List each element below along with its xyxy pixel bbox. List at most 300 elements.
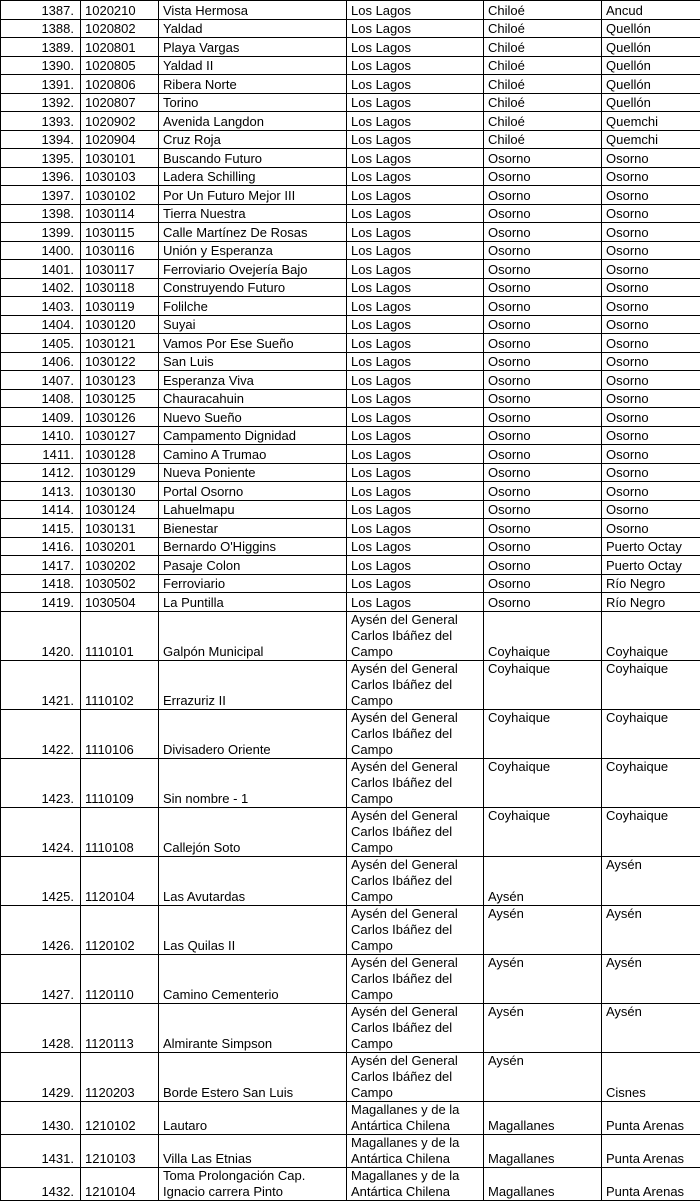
province-cell: Magallanes	[484, 1101, 602, 1134]
settlement-name-cell: Divisadero Oriente	[159, 709, 347, 758]
code-cell: 1030123	[81, 371, 159, 390]
commune-cell: Puerto Octay	[602, 556, 700, 575]
code-cell: 1020902	[81, 112, 159, 131]
row-number-cell: 1408.	[1, 389, 81, 408]
table-row	[1, 241, 700, 260]
code-cell: 1120102	[81, 905, 159, 954]
table-row	[1, 112, 700, 131]
commune-cell: Osorno	[602, 463, 700, 482]
settlement-name-cell: Buscando Futuro	[159, 149, 347, 168]
province-cell: Osorno	[484, 556, 602, 575]
code-cell: 1030125	[81, 389, 159, 408]
commune-cell: Quellón	[602, 56, 700, 75]
code-cell: 1020807	[81, 93, 159, 112]
settlement-name-cell: Callejón Soto	[159, 807, 347, 856]
region-cell: Aysén del General Carlos Ibáñez del Campo	[347, 905, 484, 954]
code-cell: 1020904	[81, 130, 159, 149]
row-number-cell: 1413.	[1, 482, 81, 501]
province-cell: Aysén	[484, 905, 602, 954]
commune-cell: Osorno	[602, 241, 700, 260]
commune-cell: Río Negro	[602, 593, 700, 612]
table-row	[1, 93, 700, 112]
commune-cell: Osorno	[602, 334, 700, 353]
commune-cell: Osorno	[602, 519, 700, 538]
province-cell: Osorno	[484, 463, 602, 482]
table-body	[1, 1, 700, 1201]
code-cell: 1030130	[81, 482, 159, 501]
commune-cell: Quellón	[602, 38, 700, 57]
row-number-cell: 1427.	[1, 954, 81, 1003]
code-cell: 1030126	[81, 408, 159, 427]
table-row	[1, 1167, 700, 1200]
province-cell: Chiloé	[484, 1, 602, 20]
region-cell: Los Lagos	[347, 149, 484, 168]
code-cell: 1030114	[81, 204, 159, 223]
row-number-cell: 1392.	[1, 93, 81, 112]
region-cell: Los Lagos	[347, 500, 484, 519]
settlement-name-cell: Tierra Nuestra	[159, 204, 347, 223]
row-number-cell: 1411.	[1, 445, 81, 464]
region-cell: Los Lagos	[347, 93, 484, 112]
code-cell: 1030118	[81, 278, 159, 297]
settlement-name-cell: Torino	[159, 93, 347, 112]
commune-cell: Osorno	[602, 223, 700, 242]
commune-cell: Aysén	[602, 905, 700, 954]
province-cell: Osorno	[484, 445, 602, 464]
code-cell: 1120110	[81, 954, 159, 1003]
province-cell: Osorno	[484, 352, 602, 371]
code-cell: 1030117	[81, 260, 159, 279]
settlement-name-cell: Ferroviario	[159, 574, 347, 593]
row-number-cell: 1395.	[1, 149, 81, 168]
commune-cell: Osorno	[602, 500, 700, 519]
code-cell: 1030201	[81, 537, 159, 556]
settlement-name-cell: Ribera Norte	[159, 75, 347, 94]
code-cell: 1030124	[81, 500, 159, 519]
row-number-cell: 1420.	[1, 611, 81, 660]
row-number-cell: 1418.	[1, 574, 81, 593]
settlement-name-cell: Nuevo Sueño	[159, 408, 347, 427]
row-number-cell: 1417.	[1, 556, 81, 575]
settlement-name-cell: Camino A Trumao	[159, 445, 347, 464]
settlement-name-cell: Villa Las Etnias	[159, 1134, 347, 1167]
region-cell: Magallanes y de la Antártica Chilena	[347, 1101, 484, 1134]
region-cell: Los Lagos	[347, 186, 484, 205]
commune-cell: Aysén	[602, 856, 700, 905]
table-row	[1, 130, 700, 149]
settlement-name-cell: Pasaje Colon	[159, 556, 347, 575]
code-cell: 1210103	[81, 1134, 159, 1167]
row-number-cell: 1394.	[1, 130, 81, 149]
code-cell: 1020805	[81, 56, 159, 75]
region-cell: Los Lagos	[347, 593, 484, 612]
table-row	[1, 1, 700, 20]
code-cell: 1210104	[81, 1167, 159, 1200]
province-cell: Osorno	[484, 482, 602, 501]
region-cell: Los Lagos	[347, 130, 484, 149]
region-cell: Los Lagos	[347, 482, 484, 501]
province-cell: Coyhaique	[484, 758, 602, 807]
region-cell: Los Lagos	[347, 56, 484, 75]
settlement-name-cell: Vista Hermosa	[159, 1, 347, 20]
province-cell: Osorno	[484, 278, 602, 297]
table-row	[1, 75, 700, 94]
settlement-name-cell: Sin nombre - 1	[159, 758, 347, 807]
row-number-cell: 1398.	[1, 204, 81, 223]
row-number-cell: 1410.	[1, 426, 81, 445]
table-row	[1, 537, 700, 556]
commune-cell: Punta Arenas	[602, 1134, 700, 1167]
province-cell: Magallanes	[484, 1134, 602, 1167]
row-number-cell: 1400.	[1, 241, 81, 260]
province-cell: Coyhaique	[484, 709, 602, 758]
row-number-cell: 1429.	[1, 1052, 81, 1101]
settlement-name-cell: Esperanza Viva	[159, 371, 347, 390]
commune-cell: Aysén	[602, 1003, 700, 1052]
code-cell: 1110102	[81, 660, 159, 709]
row-number-cell: 1424.	[1, 807, 81, 856]
row-number-cell: 1391.	[1, 75, 81, 94]
region-cell: Los Lagos	[347, 537, 484, 556]
table-row	[1, 593, 700, 612]
province-cell: Aysén	[484, 954, 602, 1003]
region-cell: Magallanes y de la Antártica Chilena	[347, 1134, 484, 1167]
commune-cell: Quemchi	[602, 130, 700, 149]
code-cell: 1030119	[81, 297, 159, 316]
settlement-name-cell: Galpón Municipal	[159, 611, 347, 660]
province-cell: Osorno	[484, 537, 602, 556]
commune-cell: Aysén	[602, 954, 700, 1003]
table-row	[1, 1134, 700, 1167]
region-cell: Los Lagos	[347, 297, 484, 316]
row-number-cell: 1402.	[1, 278, 81, 297]
settlement-name-cell: Ladera Schilling	[159, 167, 347, 186]
table-row	[1, 19, 700, 38]
region-cell: Aysén del General Carlos Ibáñez del Campo	[347, 660, 484, 709]
settlement-name-cell: Nueva Poniente	[159, 463, 347, 482]
table-row	[1, 709, 700, 758]
code-cell: 1030121	[81, 334, 159, 353]
code-cell: 1020801	[81, 38, 159, 57]
settlement-name-cell: San Luis	[159, 352, 347, 371]
province-cell: Osorno	[484, 593, 602, 612]
province-cell: Aysén	[484, 1052, 602, 1101]
settlement-name-cell: Cruz Roja	[159, 130, 347, 149]
commune-cell: Quellón	[602, 19, 700, 38]
region-cell: Los Lagos	[347, 463, 484, 482]
region-cell: Los Lagos	[347, 38, 484, 57]
settlement-name-cell: Playa Vargas	[159, 38, 347, 57]
province-cell: Chiloé	[484, 75, 602, 94]
row-number-cell: 1416.	[1, 537, 81, 556]
province-cell: Osorno	[484, 408, 602, 427]
settlement-name-cell: Borde Estero San Luis	[159, 1052, 347, 1101]
province-cell: Chiloé	[484, 112, 602, 131]
province-cell: Osorno	[484, 186, 602, 205]
code-cell: 1120203	[81, 1052, 159, 1101]
table-row	[1, 1101, 700, 1134]
settlement-name-cell: Ferroviario Ovejería Bajo	[159, 260, 347, 279]
commune-cell: Osorno	[602, 315, 700, 334]
code-cell: 1030116	[81, 241, 159, 260]
province-cell: Aysén	[484, 856, 602, 905]
code-cell: 1030101	[81, 149, 159, 168]
province-cell: Osorno	[484, 574, 602, 593]
region-cell: Los Lagos	[347, 241, 484, 260]
settlement-name-cell: Por Un Futuro Mejor III	[159, 186, 347, 205]
row-number-cell: 1397.	[1, 186, 81, 205]
province-cell: Coyhaique	[484, 660, 602, 709]
region-cell: Los Lagos	[347, 389, 484, 408]
commune-cell: Coyhaique	[602, 660, 700, 709]
table-row	[1, 954, 700, 1003]
settlement-name-cell: La Puntilla	[159, 593, 347, 612]
settlement-name-cell: Avenida Langdon	[159, 112, 347, 131]
code-cell: 1020210	[81, 1, 159, 20]
table-row	[1, 38, 700, 57]
province-cell: Osorno	[484, 500, 602, 519]
settlement-name-cell: Almirante Simpson	[159, 1003, 347, 1052]
row-number-cell: 1415.	[1, 519, 81, 538]
settlement-name-cell: Construyendo Futuro	[159, 278, 347, 297]
settlement-name-cell: Camino Cementerio	[159, 954, 347, 1003]
table-row	[1, 500, 700, 519]
commune-cell: Osorno	[602, 389, 700, 408]
table-row	[1, 856, 700, 905]
row-number-cell: 1389.	[1, 38, 81, 57]
settlement-name-cell: Yaldad	[159, 19, 347, 38]
region-cell: Los Lagos	[347, 75, 484, 94]
region-cell: Magallanes y de la Antártica Chilena	[347, 1167, 484, 1200]
region-cell: Los Lagos	[347, 445, 484, 464]
code-cell: 1120104	[81, 856, 159, 905]
row-number-cell: 1421.	[1, 660, 81, 709]
row-number-cell: 1428.	[1, 1003, 81, 1052]
region-cell: Los Lagos	[347, 1, 484, 20]
region-cell: Aysén del General Carlos Ibáñez del Campo	[347, 1003, 484, 1052]
code-cell: 1030103	[81, 167, 159, 186]
row-number-cell: 1423.	[1, 758, 81, 807]
province-cell: Osorno	[484, 371, 602, 390]
commune-cell: Osorno	[602, 260, 700, 279]
code-cell: 1110101	[81, 611, 159, 660]
table-row	[1, 574, 700, 593]
table-row	[1, 426, 700, 445]
region-cell: Los Lagos	[347, 223, 484, 242]
commune-cell: Osorno	[602, 352, 700, 371]
commune-cell: Osorno	[602, 408, 700, 427]
row-number-cell: 1405.	[1, 334, 81, 353]
commune-cell: Osorno	[602, 482, 700, 501]
commune-cell: Punta Arenas	[602, 1167, 700, 1200]
commune-cell: Punta Arenas	[602, 1101, 700, 1134]
commune-cell: Río Negro	[602, 574, 700, 593]
code-cell: 1030115	[81, 223, 159, 242]
province-cell: Aysén	[484, 1003, 602, 1052]
region-cell: Los Lagos	[347, 19, 484, 38]
province-cell: Osorno	[484, 315, 602, 334]
code-cell: 1030502	[81, 574, 159, 593]
code-cell: 1030127	[81, 426, 159, 445]
commune-cell: Puerto Octay	[602, 537, 700, 556]
code-cell: 1030128	[81, 445, 159, 464]
table-row	[1, 556, 700, 575]
table-row	[1, 334, 700, 353]
row-number-cell: 1414.	[1, 500, 81, 519]
settlement-name-cell: Vamos Por Ese Sueño	[159, 334, 347, 353]
settlement-name-cell: Bienestar	[159, 519, 347, 538]
province-cell: Osorno	[484, 223, 602, 242]
table-row	[1, 1052, 700, 1101]
region-cell: Aysén del General Carlos Ibáñez del Campo	[347, 709, 484, 758]
region-cell: Aysén del General Carlos Ibáñez del Campo	[347, 856, 484, 905]
province-cell: Coyhaique	[484, 807, 602, 856]
table-row	[1, 56, 700, 75]
table-row	[1, 1003, 700, 1052]
settlement-name-cell: Las Avutardas	[159, 856, 347, 905]
commune-cell: Osorno	[602, 371, 700, 390]
region-cell: Los Lagos	[347, 260, 484, 279]
row-number-cell: 1406.	[1, 352, 81, 371]
region-cell: Los Lagos	[347, 574, 484, 593]
table-row	[1, 463, 700, 482]
table-row	[1, 371, 700, 390]
code-cell: 1120113	[81, 1003, 159, 1052]
code-cell: 1030120	[81, 315, 159, 334]
commune-cell: Ancud	[602, 1, 700, 20]
code-cell: 1210102	[81, 1101, 159, 1134]
table-row	[1, 758, 700, 807]
settlement-name-cell: Yaldad II	[159, 56, 347, 75]
row-number-cell: 1396.	[1, 167, 81, 186]
region-cell: Los Lagos	[347, 112, 484, 131]
region-cell: Los Lagos	[347, 426, 484, 445]
row-number-cell: 1388.	[1, 19, 81, 38]
commune-cell: Cisnes	[602, 1052, 700, 1101]
commune-cell: Coyhaique	[602, 807, 700, 856]
region-cell: Los Lagos	[347, 278, 484, 297]
region-cell: Los Lagos	[347, 556, 484, 575]
settlement-name-cell: Unión y Esperanza	[159, 241, 347, 260]
code-cell: 1030504	[81, 593, 159, 612]
settlement-name-cell: Chauracahuin	[159, 389, 347, 408]
table-row	[1, 611, 700, 660]
row-number-cell: 1390.	[1, 56, 81, 75]
region-cell: Los Lagos	[347, 519, 484, 538]
row-number-cell: 1419.	[1, 593, 81, 612]
settlement-name-cell: Folilche	[159, 297, 347, 316]
region-cell: Aysén del General Carlos Ibáñez del Campo	[347, 1052, 484, 1101]
region-cell: Los Lagos	[347, 371, 484, 390]
row-number-cell: 1404.	[1, 315, 81, 334]
commune-cell: Quemchi	[602, 112, 700, 131]
table-row	[1, 278, 700, 297]
settlement-name-cell: Bernardo O'Higgins	[159, 537, 347, 556]
code-cell: 1030202	[81, 556, 159, 575]
table-row	[1, 807, 700, 856]
region-cell: Los Lagos	[347, 167, 484, 186]
settlement-name-cell: Errazuriz II	[159, 660, 347, 709]
row-number-cell: 1431.	[1, 1134, 81, 1167]
code-cell: 1030129	[81, 463, 159, 482]
commune-cell: Osorno	[602, 167, 700, 186]
row-number-cell: 1425.	[1, 856, 81, 905]
code-cell: 1110109	[81, 758, 159, 807]
row-number-cell: 1407.	[1, 371, 81, 390]
code-cell: 1030131	[81, 519, 159, 538]
table-row	[1, 149, 700, 168]
province-cell: Osorno	[484, 334, 602, 353]
province-cell: Chiloé	[484, 93, 602, 112]
province-cell: Chiloé	[484, 19, 602, 38]
commune-cell: Osorno	[602, 297, 700, 316]
province-cell: Chiloé	[484, 38, 602, 57]
table-row	[1, 260, 700, 279]
row-number-cell: 1422.	[1, 709, 81, 758]
row-number-cell: 1432.	[1, 1167, 81, 1200]
table-row	[1, 905, 700, 954]
province-cell: Osorno	[484, 519, 602, 538]
province-cell: Osorno	[484, 297, 602, 316]
region-cell: Aysén del General Carlos Ibáñez del Campo	[347, 954, 484, 1003]
province-cell: Osorno	[484, 204, 602, 223]
province-cell: Osorno	[484, 167, 602, 186]
table-row	[1, 315, 700, 334]
table-row	[1, 204, 700, 223]
settlement-name-cell: Portal Osorno	[159, 482, 347, 501]
row-number-cell: 1412.	[1, 463, 81, 482]
commune-cell: Osorno	[602, 445, 700, 464]
table-row	[1, 352, 700, 371]
code-cell: 1110108	[81, 807, 159, 856]
commune-cell: Osorno	[602, 149, 700, 168]
commune-cell: Osorno	[602, 186, 700, 205]
table-row	[1, 297, 700, 316]
province-cell: Osorno	[484, 149, 602, 168]
province-cell: Coyhaique	[484, 611, 602, 660]
region-cell: Los Lagos	[347, 315, 484, 334]
table-row	[1, 660, 700, 709]
row-number-cell: 1409.	[1, 408, 81, 427]
region-cell: Aysén del General Carlos Ibáñez del Campo	[347, 807, 484, 856]
region-cell: Aysén del General Carlos Ibáñez del Campo	[347, 611, 484, 660]
code-cell: 1020802	[81, 19, 159, 38]
province-cell: Chiloé	[484, 56, 602, 75]
commune-cell: Coyhaique	[602, 611, 700, 660]
province-cell: Osorno	[484, 389, 602, 408]
commune-cell: Osorno	[602, 204, 700, 223]
row-number-cell: 1426.	[1, 905, 81, 954]
province-cell: Osorno	[484, 426, 602, 445]
table-row	[1, 519, 700, 538]
commune-cell: Quellón	[602, 93, 700, 112]
commune-cell: Osorno	[602, 278, 700, 297]
row-number-cell: 1401.	[1, 260, 81, 279]
settlement-name-cell: Lautaro	[159, 1101, 347, 1134]
province-cell: Magallanes	[484, 1167, 602, 1200]
row-number-cell: 1387.	[1, 1, 81, 20]
province-cell: Osorno	[484, 260, 602, 279]
code-cell: 1030102	[81, 186, 159, 205]
commune-cell: Osorno	[602, 426, 700, 445]
table-row	[1, 445, 700, 464]
region-cell: Los Lagos	[347, 408, 484, 427]
region-cell: Aysén del General Carlos Ibáñez del Campo	[347, 758, 484, 807]
code-cell: 1030122	[81, 352, 159, 371]
table-row	[1, 482, 700, 501]
code-cell: 1110106	[81, 709, 159, 758]
settlement-name-cell: Toma Prolongación Cap. Ignacio carrera Pinto	[159, 1167, 347, 1200]
